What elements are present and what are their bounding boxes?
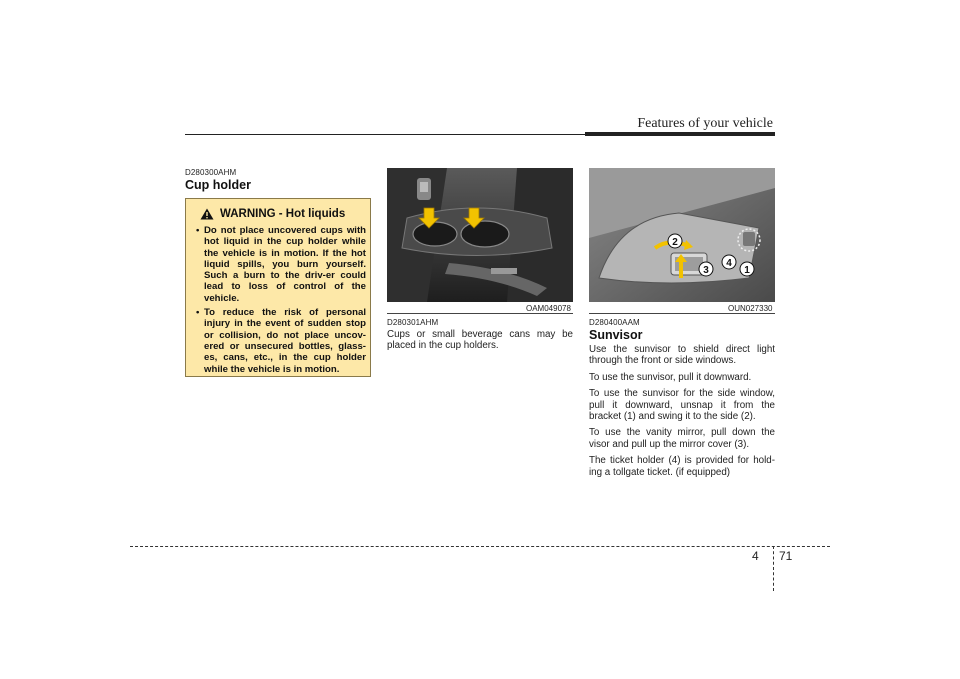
photo-caption-rule <box>387 313 573 314</box>
cup-holder-body: Cups or small beverage cans may be placed in the cup holders. <box>387 329 573 352</box>
chapter-number: 4 <box>752 549 759 563</box>
cup-holder-body-code: D280301AHM <box>387 318 439 327</box>
running-header: Features of your vehicle <box>637 116 773 131</box>
callout-1: 1 <box>744 265 750 276</box>
warning-list <box>192 225 366 378</box>
warning-box <box>185 198 371 377</box>
warning-item: • To reduce the risk of personal injury in the event of sudden stop or collision, do not place uncov-ered or unsecured bottles, glass-es, cans, etc., in the cup holder while the vehicle is in motion. <box>192 307 366 375</box>
warning-triangle-icon <box>200 208 214 220</box>
footer-rule <box>130 546 830 547</box>
sunvisor-photo <box>589 168 775 302</box>
cup-holder-photo-code: OAM049078 <box>526 304 571 313</box>
sunvisor-heading: Sunvisor <box>589 328 643 342</box>
callout-4: 4 <box>726 258 732 269</box>
warning-title: WARNING - Hot liquids <box>200 208 345 220</box>
cup-holder-photo <box>387 168 573 302</box>
sunvisor-body: Use the sunvisor to shield direct light through the front or side windows. To use the sunvisor, pull it downward. To use the sunvisor for the side window, pull it downward, unsnap it from the bracket (1) and swing it to the side (2). To use the vanity mirror, pull down the visor and pull up the mirror cover (3). The ticket holder (4) is provided for hold-ing a tollgate ticket. (if equipped) <box>589 344 775 478</box>
cup-holder-code: D280300AHM <box>185 168 237 177</box>
callout-3: 3 <box>703 265 709 276</box>
footer-divider <box>773 546 774 591</box>
cup-holder-heading: Cup holder <box>185 178 251 192</box>
header-rule-accent <box>585 132 775 136</box>
photo-caption-rule <box>589 313 775 314</box>
warning-item: • Do not place uncovered cups with hot liquid in the cup holder while the vehicle is in motion. If the hot liquid spills, you burn yourself. Such a burn to the driv-er could lead to loss of control of the vehicle. <box>192 225 366 304</box>
sunvisor-photo-code: OUN027330 <box>728 304 773 313</box>
sunvisor-code: D280400AAM <box>589 318 640 327</box>
page-number: 71 <box>779 549 793 563</box>
callout-2: 2 <box>672 237 678 248</box>
